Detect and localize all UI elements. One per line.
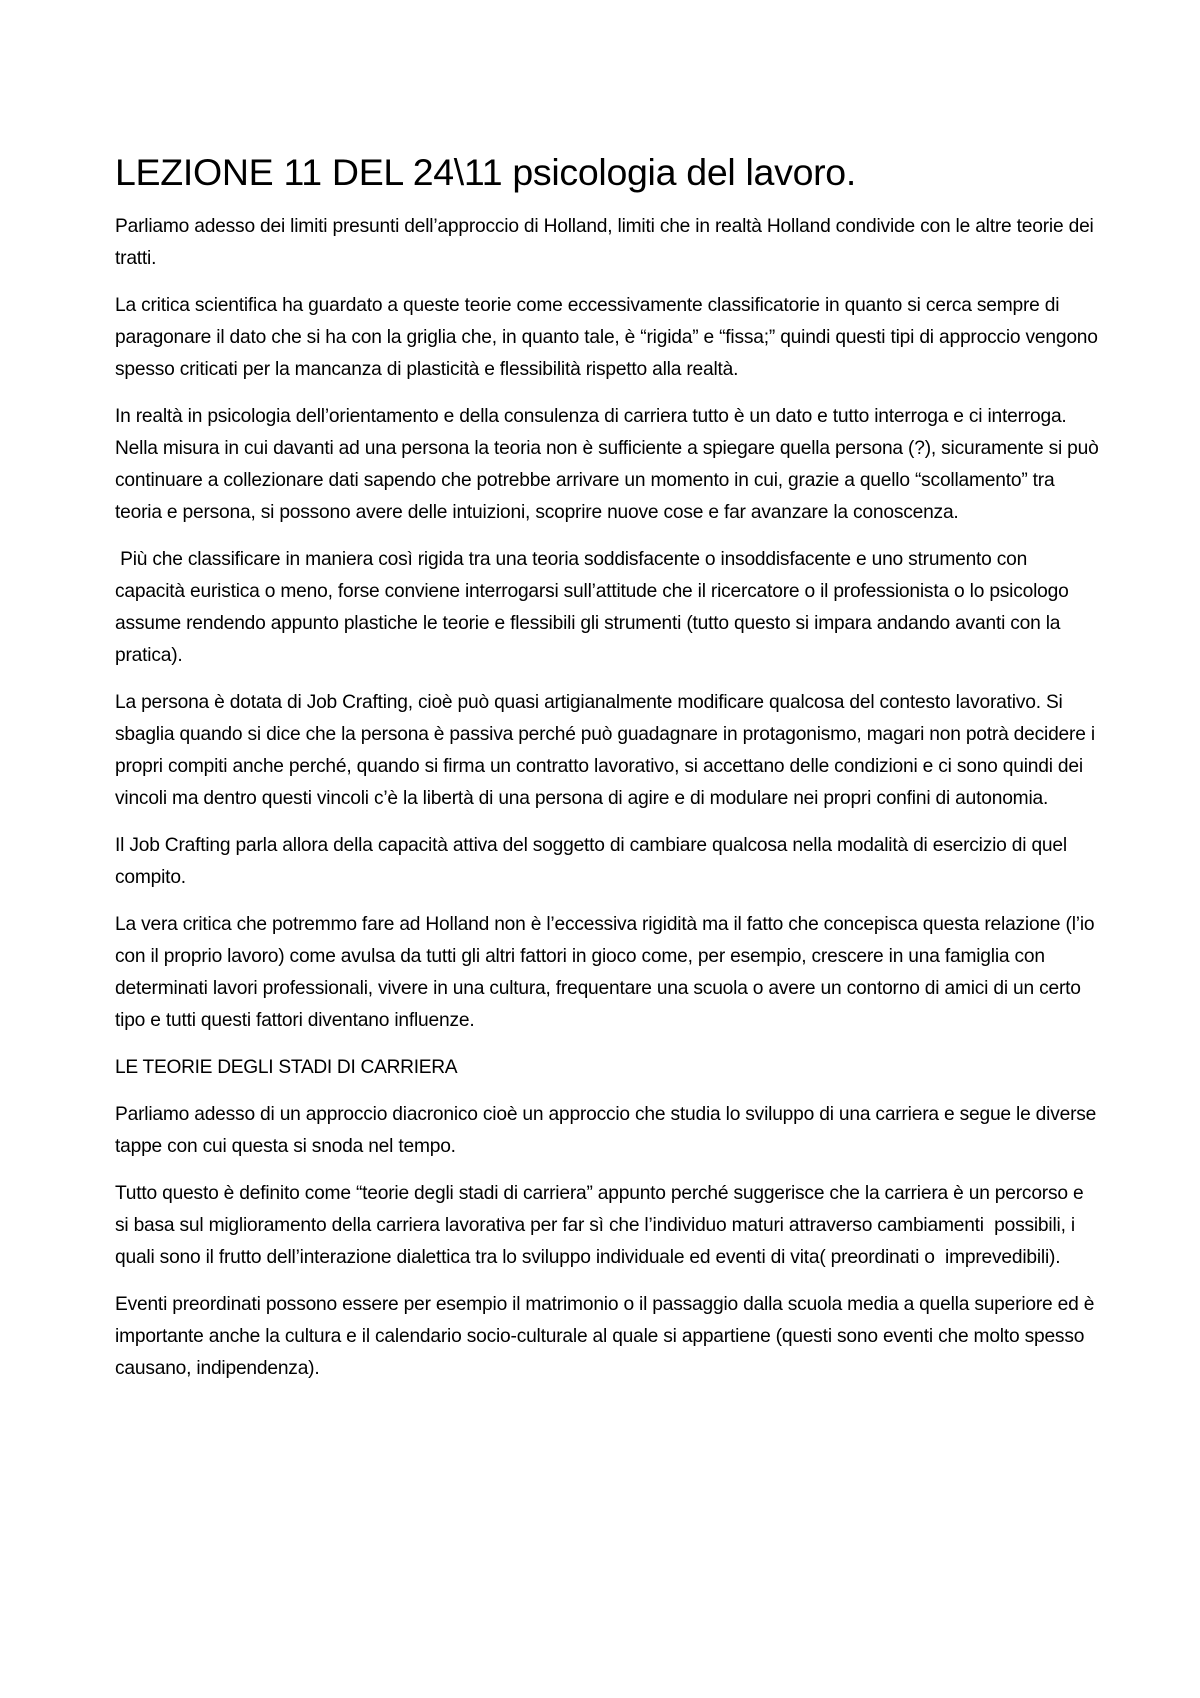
paragraph: Parliamo adesso dei limiti presunti dell’approccio di Holland, limiti che in realtà Holland condivide con le altre teorie dei tratti. bbox=[115, 216, 1094, 269]
paragraph: In realtà in psicologia dell’orientamento e della consulenza di carriera tutto è un dato e tutto interroga e ci interroga. Nella misura in cui davanti ad una persona la teoria non è sufficiente a spiegare quella persona (?), sicuramente si può continuare a collezionare dati sapendo che potrebbe arrivare un momento in cui, grazie a quello “scollamento” tra teoria e persona, si possono avere delle intuizioni, scoprire nuove cose e far avanzare la conoscenza. bbox=[115, 406, 1099, 523]
paragraph: La vera critica che potremmo fare ad Holland non è l’eccessiva rigidità ma il fatto che concepisca questa relazione (l’io con il proprio lavoro) come avulsa da tutti gli altri fattori in gioco come, per esempio, crescere in una famiglia con determinati lavori professionali, vivere in una cultura, frequentare una scuola o avere un contorno di amici di un certo tipo e tutti questi fattori diventano influenze. bbox=[115, 914, 1095, 1031]
section-heading: LE TEORIE DEGLI STADI DI CARRIERA bbox=[115, 1057, 458, 1078]
paragraph: Parliamo adesso di un approccio diacronico cioè un approccio che studia lo sviluppo di una carriera e segue le diverse tappe con cui questa si snoda nel tempo. bbox=[115, 1104, 1097, 1157]
paragraph: Più che classificare in maniera così rigida tra una teoria soddisfacente o insoddisfacente e uno strumento con capacità euristica o meno, forse conviene interrogarsi sull’attitude che il ricercatore o il professionista o lo psicologo assume rendendo appunto plastiche le teorie e flessibili gli strumenti (tutto questo si impara andando avanti con la pratica). bbox=[115, 549, 1074, 666]
document-title: LEZIONE 11 DEL 24\11 psicologia del lavoro. bbox=[115, 151, 856, 193]
paragraph: Tutto questo è definito come “teorie degli stadi di carriera” appunto perché suggerisce che la carriera è un percorso e si basa sul miglioramento della carriera lavorativa per far sì che l’individuo maturi attraverso cambiamenti possibili, i quali sono il frutto dell’interazione dialettica tra lo sviluppo individuale ed eventi di vita( preordinati o imprevedibili). bbox=[115, 1183, 1089, 1268]
document-body bbox=[115, 148, 1100, 1400]
paragraph: Eventi preordinati possono essere per esempio il matrimonio o il passaggio dalla scuola media a quella superiore ed è importante anche la cultura e il calendario socio-culturale al quale si appartiene (questi sono eventi che molto spesso causano, indipendenza). bbox=[115, 1294, 1095, 1379]
paragraph: La persona è dotata di Job Crafting, cioè può quasi artigianalmente modificare qualcosa del contesto lavorativo. Si sbaglia quando si dice che la persona è passiva perché può guadagnare in protagonismo, magari non potrà decidere i propri compiti anche perché, quando si firma un contratto lavorativo, si accettano delle condizioni e ci sono quindi dei vincoli ma dentro questi vincoli c’è la libertà di una persona di agire e di modulare nei propri confini di autonomia. bbox=[115, 692, 1095, 809]
paragraph: Il Job Crafting parla allora della capacità attiva del soggetto di cambiare qualcosa nella modalità di esercizio di quel compito. bbox=[115, 835, 1067, 888]
paragraph: La critica scientifica ha guardato a queste teorie come eccessivamente classificatorie in quanto si cerca sempre di paragonare il dato che si ha con la griglia che, in quanto tale, è “rigida” e “fissa;” quindi questi tipi di approccio vengono spesso criticati per la mancanza di plasticità e flessibilità rispetto alla realtà. bbox=[115, 295, 1098, 380]
